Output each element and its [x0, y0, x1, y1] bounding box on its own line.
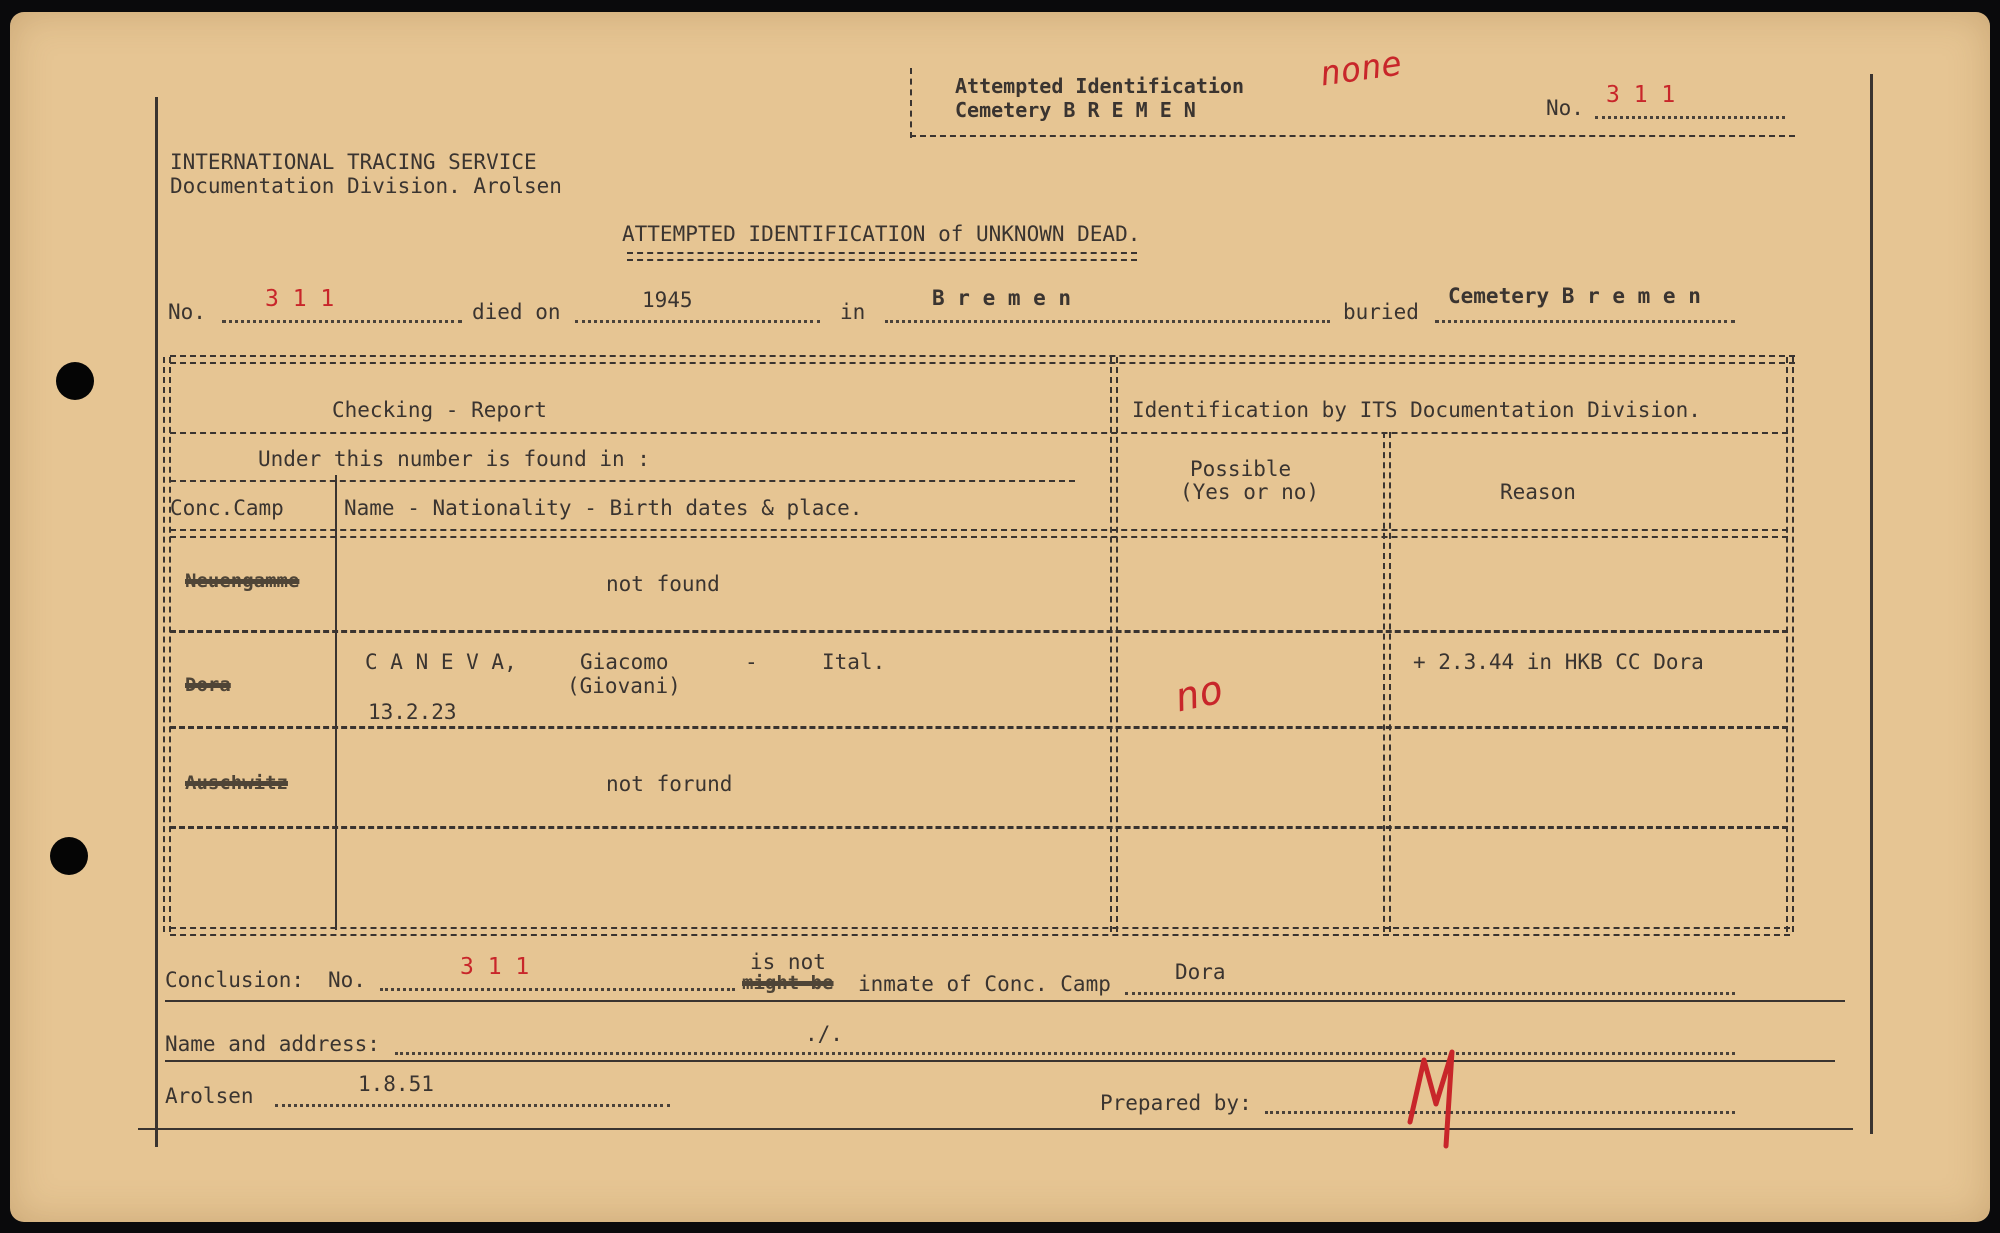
- died-value: 1945: [642, 288, 693, 312]
- footer-date-value: 1.8.51: [358, 1072, 434, 1096]
- conclusion-no-value: 3 1 1: [460, 954, 530, 980]
- table-divider-possible: [1383, 432, 1391, 932]
- row-separator-1: [170, 630, 1788, 633]
- in-label: in: [840, 300, 866, 324]
- col-conc-camp: Conc.Camp: [170, 496, 284, 520]
- conclusion-label: Conclusion:: [165, 968, 305, 992]
- stamp-no-label: No.: [1546, 96, 1584, 120]
- died-label: died on: [472, 300, 561, 324]
- name-address-underline: [165, 1060, 1835, 1062]
- table-bottom-border: [170, 927, 1790, 936]
- frame-right-line: [1870, 74, 1873, 1134]
- buried-label: buried: [1343, 300, 1419, 324]
- buried-value: Cemetery B r e m e n: [1448, 284, 1701, 308]
- record-no-value: 3 1 1: [265, 286, 335, 312]
- col-possible-line1: Possible: [1190, 457, 1292, 481]
- title-underline: [627, 252, 1137, 261]
- org-name: INTERNATIONAL TRACING SERVICE: [170, 150, 537, 174]
- row2-reason: + 2.3.44 in HKB CC Dora: [1413, 650, 1704, 674]
- name-address-dots: [395, 1052, 1735, 1055]
- footer-date-dots: [275, 1104, 670, 1107]
- stamp-line2: Cemetery B R E M E N: [955, 98, 1196, 122]
- signature-initial: [1402, 1042, 1482, 1152]
- row2-possible: no: [1170, 666, 1228, 722]
- conclusion-is-not: is not: [750, 950, 826, 974]
- punch-hole-top: [56, 362, 94, 400]
- stamp-box-bottom: [910, 135, 1795, 137]
- row2-camp: Dora: [185, 674, 231, 696]
- row1-camp: Neuengamme: [185, 570, 300, 592]
- stamp-box-left: [910, 68, 912, 138]
- found-in-separator: [170, 480, 1075, 482]
- conclusion-camp-value: Dora: [1175, 960, 1226, 984]
- stamp-line1: Attempted Identification: [955, 74, 1244, 98]
- record-no-label: No.: [168, 300, 206, 324]
- col-reason: Reason: [1500, 480, 1576, 504]
- table-left-border: [163, 357, 171, 932]
- row2-firstname: Giacomo: [580, 650, 669, 674]
- table-divider-main: [1110, 357, 1118, 932]
- row2-birth: 13.2.23: [368, 700, 457, 724]
- in-value: B r e m e n: [932, 286, 1072, 310]
- col-name: Name - Nationality - Birth dates & place.: [344, 496, 863, 520]
- row-separator-2: [170, 726, 1788, 729]
- record-no-dots: [222, 320, 462, 323]
- conclusion-struck-text: might be: [742, 972, 834, 994]
- row2-surname: C A N E V A,: [365, 650, 517, 674]
- name-address-value: ./.: [805, 1022, 843, 1046]
- conclusion-underline: [165, 1000, 1845, 1002]
- stamp-handwritten-note: none: [1317, 43, 1405, 95]
- row-separator-3: [170, 826, 1788, 829]
- row3-camp: Auschwitz: [185, 772, 288, 794]
- row1-detail: not found: [606, 572, 720, 596]
- table-divider-camp: [335, 475, 337, 930]
- in-dots: [885, 320, 1330, 323]
- checking-report-header: Checking - Report: [332, 398, 547, 422]
- record-card: [10, 12, 1990, 1222]
- table-right-border: [1786, 357, 1794, 932]
- stamp-no-dots: [1595, 116, 1785, 119]
- identification-header: Identification by ITS Documentation Division.: [1132, 398, 1701, 422]
- conclusion-camp-dots: [1125, 992, 1735, 995]
- header-bottom-border: [170, 529, 1788, 538]
- row2-alt-name: (Giovani): [567, 674, 681, 698]
- row2-dash: -: [745, 650, 758, 674]
- row3-detail: not forund: [606, 772, 733, 796]
- frame-left-line: [155, 97, 158, 1147]
- conclusion-no-label: No.: [328, 968, 366, 992]
- col-possible-line2: (Yes or no): [1180, 480, 1320, 504]
- buried-dots: [1435, 320, 1735, 323]
- stamp-no-value: 3 1 1: [1606, 82, 1676, 108]
- conclusion-inmate-text: inmate of Conc. Camp: [858, 972, 1111, 996]
- punch-hole-bottom: [50, 837, 88, 875]
- prepared-by-label: Prepared by:: [1100, 1091, 1252, 1115]
- footer-place-label: Arolsen: [165, 1084, 254, 1108]
- row2-nationality: Ital.: [822, 650, 886, 674]
- form-title: ATTEMPTED IDENTIFICATION of UNKNOWN DEAD.: [622, 222, 1141, 246]
- header-separator: [170, 432, 1788, 434]
- prepared-by-dots: [1265, 1111, 1735, 1114]
- table-top-border: [170, 355, 1795, 364]
- died-dots: [575, 320, 820, 323]
- name-address-label: Name and address:: [165, 1032, 380, 1056]
- frame-bottom-line: [138, 1128, 1853, 1130]
- conclusion-no-dots: [380, 988, 735, 991]
- division-name: Documentation Division. Arolsen: [170, 174, 562, 198]
- found-in-label: Under this number is found in :: [258, 447, 650, 471]
